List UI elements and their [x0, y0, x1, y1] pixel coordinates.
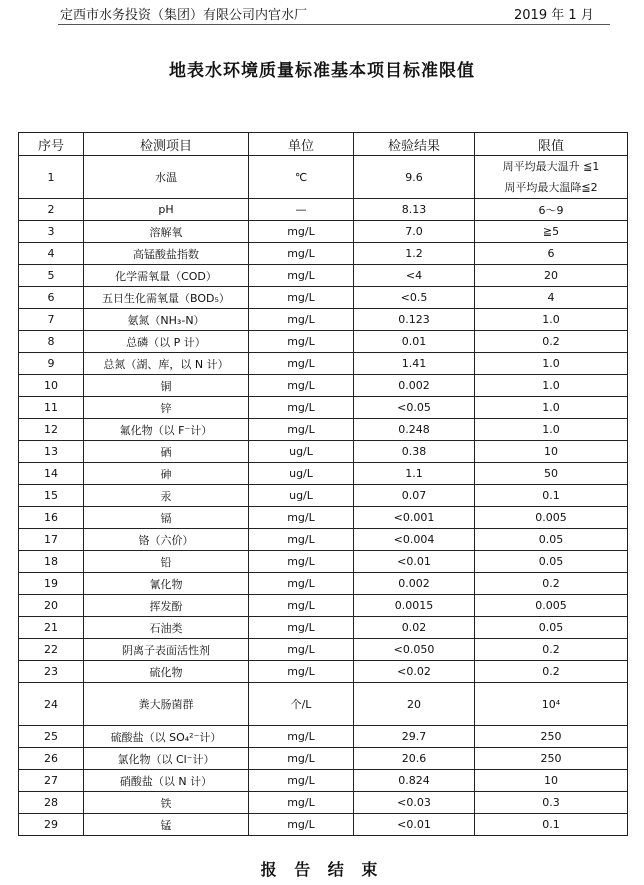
cell-unit: mg/L	[249, 573, 354, 595]
cell-result: <0.03	[354, 792, 475, 814]
cell-item: 阴离子表面活性剂	[84, 639, 249, 661]
table-row	[19, 814, 628, 836]
table-row	[19, 595, 628, 617]
page-title: 地表水环境质量标准基本项目标准限值	[169, 61, 475, 81]
cell-unit: mg/L	[249, 726, 354, 748]
cell-result: <0.01	[354, 551, 475, 573]
cell-item: 水温	[84, 156, 249, 199]
table-row	[19, 770, 628, 792]
cell-no: 12	[19, 419, 84, 441]
table-header-row	[19, 133, 628, 156]
cell-limit: 0.2	[475, 661, 628, 683]
cell-result: 0.824	[354, 770, 475, 792]
cell-item: pH	[84, 199, 249, 221]
cell-unit: mg/L	[249, 617, 354, 639]
cell-result: 20	[354, 683, 475, 726]
cell-item: 高锰酸盐指数	[84, 243, 249, 265]
cell-unit: mg/L	[249, 507, 354, 529]
cell-result: 0.07	[354, 485, 475, 507]
col-header-no: 序号	[19, 133, 84, 156]
cell-item: 锌	[84, 397, 249, 419]
cell-result: 29.7	[354, 726, 475, 748]
cell-result: <4	[354, 265, 475, 287]
cell-item: 石油类	[84, 617, 249, 639]
cell-unit: mg/L	[249, 792, 354, 814]
cell-result: <0.5	[354, 287, 475, 309]
report-end: 报 告 结 束	[260, 860, 384, 879]
cell-no: 10	[19, 375, 84, 397]
cell-result: <0.001	[354, 507, 475, 529]
limit-line-1: 周平均最大温升 ≦1	[502, 160, 600, 173]
cell-unit: mg/L	[249, 551, 354, 573]
table-row	[19, 156, 628, 199]
cell-limit: 0.2	[475, 573, 628, 595]
cell-unit: —	[249, 199, 354, 221]
cell-result: <0.02	[354, 661, 475, 683]
cell-unit: mg/L	[249, 595, 354, 617]
cell-no: 28	[19, 792, 84, 814]
cell-limit	[475, 156, 628, 199]
cell-result: 0.248	[354, 419, 475, 441]
table-row	[19, 309, 628, 331]
cell-limit: 20	[475, 265, 628, 287]
cell-item: 溶解氧	[84, 221, 249, 243]
cell-item: 镉	[84, 507, 249, 529]
table-row	[19, 221, 628, 243]
cell-item: 铜	[84, 375, 249, 397]
table-row	[19, 331, 628, 353]
cell-result: 0.123	[354, 309, 475, 331]
cell-no: 2	[19, 199, 84, 221]
cell-item: 氨氮（NH₃-N）	[84, 309, 249, 331]
cell-item: 铁	[84, 792, 249, 814]
cell-limit: 6	[475, 243, 628, 265]
col-header-limit: 限值	[475, 133, 628, 156]
cell-item: 挥发酚	[84, 595, 249, 617]
cell-limit: 0.05	[475, 617, 628, 639]
cell-no: 29	[19, 814, 84, 836]
cell-unit: mg/L	[249, 287, 354, 309]
cell-item: 汞	[84, 485, 249, 507]
table-row	[19, 397, 628, 419]
cell-no: 27	[19, 770, 84, 792]
cell-unit: mg/L	[249, 353, 354, 375]
cell-item: 氰化物	[84, 573, 249, 595]
cell-item: 硫化物	[84, 661, 249, 683]
table-row	[19, 792, 628, 814]
cell-no: 19	[19, 573, 84, 595]
col-header-unit: 单位	[249, 133, 354, 156]
cell-limit: 0.2	[475, 639, 628, 661]
cell-result: 0.38	[354, 441, 475, 463]
cell-unit: mg/L	[249, 661, 354, 683]
cell-no: 1	[19, 156, 84, 199]
cell-unit: mg/L	[249, 397, 354, 419]
cell-result: 8.13	[354, 199, 475, 221]
cell-no: 9	[19, 353, 84, 375]
cell-limit: 10	[475, 441, 628, 463]
cell-limit: 1.0	[475, 309, 628, 331]
cell-no: 7	[19, 309, 84, 331]
cell-limit: 1.0	[475, 419, 628, 441]
results-table	[18, 132, 628, 836]
cell-unit: mg/L	[249, 419, 354, 441]
cell-limit: 1.0	[475, 397, 628, 419]
cell-limit: 0.1	[475, 485, 628, 507]
cell-unit: ug/L	[249, 463, 354, 485]
cell-result: 7.0	[354, 221, 475, 243]
cell-item: 硝酸盐（以 N 计）	[84, 770, 249, 792]
cell-unit: mg/L	[249, 221, 354, 243]
limit-line-2: 周平均最大温降≦2	[504, 181, 598, 194]
cell-no: 22	[19, 639, 84, 661]
cell-item: 总磷（以 P 计）	[84, 331, 249, 353]
table-row	[19, 661, 628, 683]
cell-limit: ≧5	[475, 221, 628, 243]
cell-limit: 250	[475, 748, 628, 770]
cell-result: <0.05	[354, 397, 475, 419]
cell-unit: ug/L	[249, 441, 354, 463]
cell-result: 0.01	[354, 331, 475, 353]
cell-no: 11	[19, 397, 84, 419]
cell-result: 1.41	[354, 353, 475, 375]
table-row	[19, 529, 628, 551]
table-row	[19, 551, 628, 573]
cell-unit: mg/L	[249, 375, 354, 397]
cell-item: 硒	[84, 441, 249, 463]
table-row	[19, 243, 628, 265]
col-header-result: 检验结果	[354, 133, 475, 156]
cell-limit: 0.1	[475, 814, 628, 836]
table-row	[19, 353, 628, 375]
cell-result: <0.01	[354, 814, 475, 836]
company-name: 定西市水务投资（集团）有限公司内官水厂	[60, 8, 308, 23]
cell-no: 15	[19, 485, 84, 507]
cell-limit: 50	[475, 463, 628, 485]
report-date: 2019 年 1 月	[514, 8, 594, 23]
cell-unit: mg/L	[249, 639, 354, 661]
cell-item: 氯化物（以 Cl⁻计）	[84, 748, 249, 770]
cell-item: 粪大肠菌群	[84, 683, 249, 726]
header-divider	[58, 24, 610, 25]
cell-unit: mg/L	[249, 814, 354, 836]
cell-result: <0.004	[354, 529, 475, 551]
cell-item: 锰	[84, 814, 249, 836]
cell-result: <0.050	[354, 639, 475, 661]
table-row	[19, 375, 628, 397]
cell-limit: 10⁴	[475, 683, 628, 726]
table-row	[19, 199, 628, 221]
cell-no: 17	[19, 529, 84, 551]
cell-limit: 0.05	[475, 551, 628, 573]
table-row	[19, 441, 628, 463]
table-row	[19, 639, 628, 661]
table-row	[19, 683, 628, 726]
cell-limit: 0.3	[475, 792, 628, 814]
cell-limit: 250	[475, 726, 628, 748]
table-row	[19, 507, 628, 529]
table-row	[19, 265, 628, 287]
cell-limit: 1.0	[475, 375, 628, 397]
cell-item: 铅	[84, 551, 249, 573]
cell-unit: ug/L	[249, 485, 354, 507]
table-row	[19, 573, 628, 595]
table-row	[19, 748, 628, 770]
cell-result: 0.002	[354, 573, 475, 595]
table-row	[19, 617, 628, 639]
cell-limit: 6～9	[475, 199, 628, 221]
table-row	[19, 726, 628, 748]
cell-unit: mg/L	[249, 770, 354, 792]
cell-no: 25	[19, 726, 84, 748]
cell-limit: 4	[475, 287, 628, 309]
cell-limit: 0.2	[475, 331, 628, 353]
cell-item: 铬（六价）	[84, 529, 249, 551]
table-row	[19, 485, 628, 507]
cell-unit: mg/L	[249, 331, 354, 353]
cell-item: 硫酸盐（以 SO₄²⁻计）	[84, 726, 249, 748]
cell-no: 8	[19, 331, 84, 353]
cell-item: 化学需氧量（COD）	[84, 265, 249, 287]
cell-no: 13	[19, 441, 84, 463]
cell-unit: mg/L	[249, 243, 354, 265]
table-row	[19, 419, 628, 441]
cell-limit: 1.0	[475, 353, 628, 375]
cell-no: 23	[19, 661, 84, 683]
cell-result: 1.2	[354, 243, 475, 265]
cell-result: 20.6	[354, 748, 475, 770]
cell-no: 24	[19, 683, 84, 726]
col-header-item: 检测项目	[84, 133, 249, 156]
cell-no: 3	[19, 221, 84, 243]
cell-item: 总氮（湖、库，以 N 计）	[84, 353, 249, 375]
cell-limit: 0.005	[475, 595, 628, 617]
cell-no: 16	[19, 507, 84, 529]
cell-no: 20	[19, 595, 84, 617]
cell-result: 0.02	[354, 617, 475, 639]
table-row	[19, 287, 628, 309]
cell-unit: mg/L	[249, 309, 354, 331]
cell-unit: 个/L	[249, 683, 354, 726]
cell-no: 5	[19, 265, 84, 287]
cell-limit: 0.05	[475, 529, 628, 551]
cell-item: 氟化物（以 F⁻计）	[84, 419, 249, 441]
cell-unit: mg/L	[249, 748, 354, 770]
cell-result: 0.0015	[354, 595, 475, 617]
cell-item: 五日生化需氧量（BOD₅）	[84, 287, 249, 309]
cell-unit: ℃	[249, 156, 354, 199]
cell-item: 砷	[84, 463, 249, 485]
table-row	[19, 463, 628, 485]
cell-unit: mg/L	[249, 529, 354, 551]
cell-no: 18	[19, 551, 84, 573]
cell-result: 0.002	[354, 375, 475, 397]
cell-limit: 10	[475, 770, 628, 792]
cell-unit: mg/L	[249, 265, 354, 287]
cell-result: 9.6	[354, 156, 475, 199]
cell-no: 14	[19, 463, 84, 485]
cell-result: 1.1	[354, 463, 475, 485]
cell-no: 6	[19, 287, 84, 309]
cell-no: 4	[19, 243, 84, 265]
cell-limit: 0.005	[475, 507, 628, 529]
cell-no: 21	[19, 617, 84, 639]
cell-no: 26	[19, 748, 84, 770]
